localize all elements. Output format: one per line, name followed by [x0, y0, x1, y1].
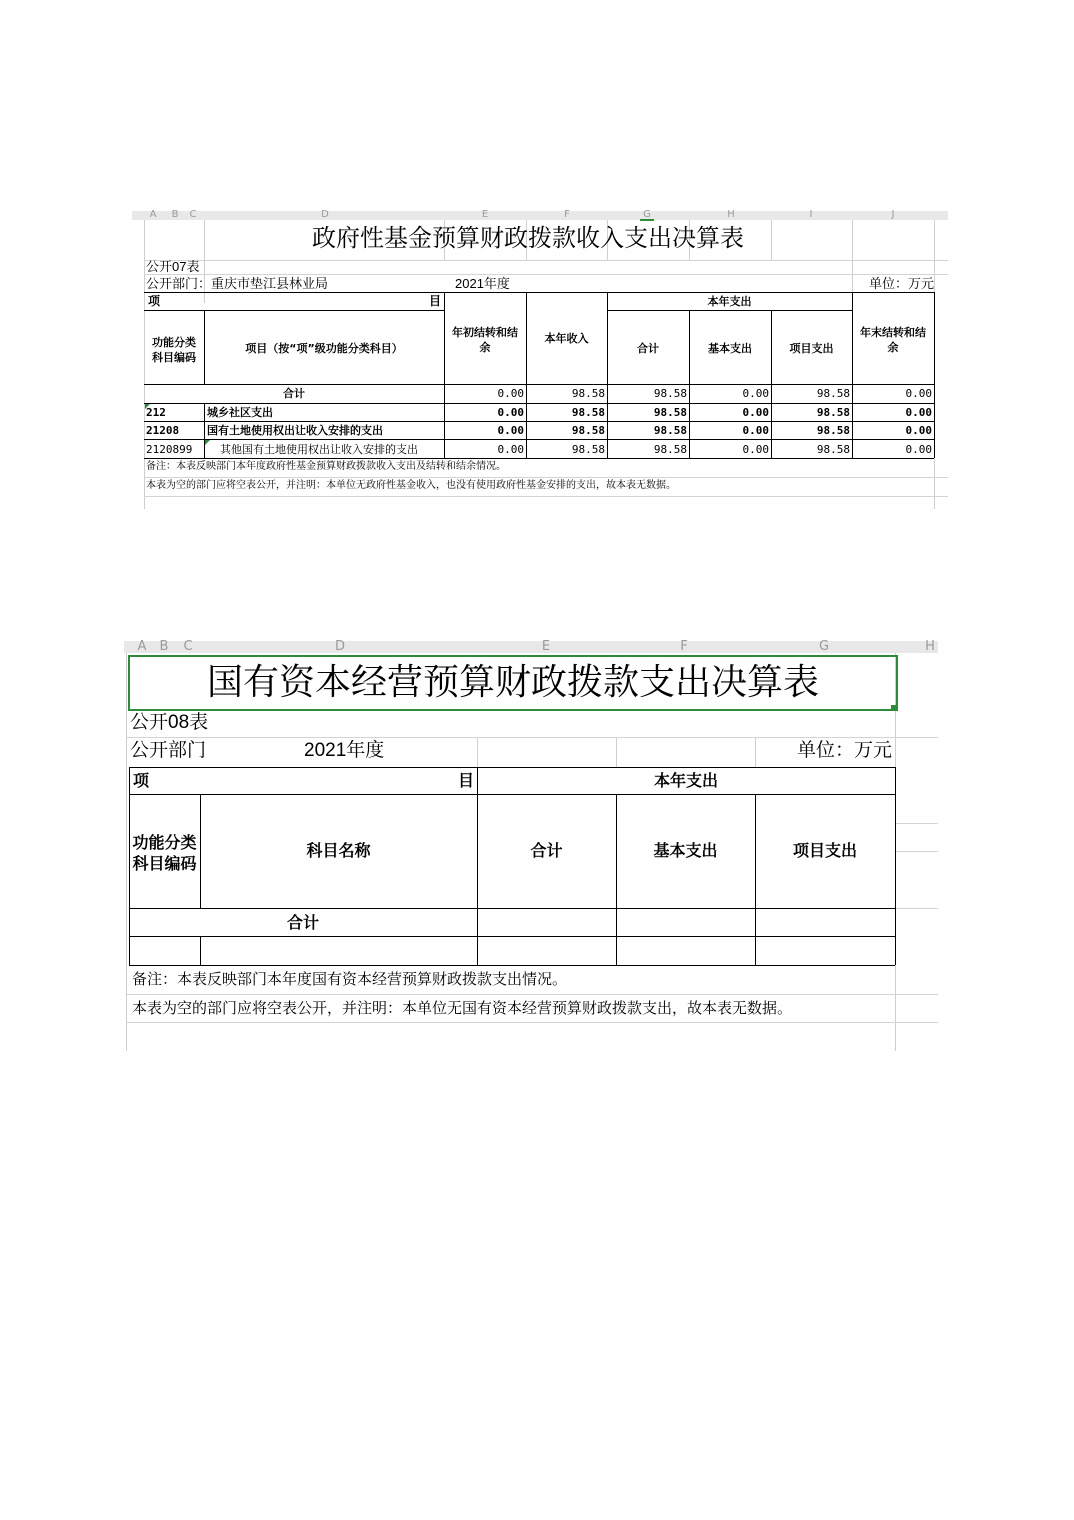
header-mu: 目 — [429, 294, 442, 308]
col-letter[interactable]: E — [541, 639, 551, 654]
header-function-code-line2: 科目编码 — [132, 854, 197, 873]
total-cell[interactable]: 98.58 — [571, 387, 605, 400]
table-border — [129, 965, 895, 966]
table-border — [204, 403, 205, 458]
row-value[interactable]: 0.00 — [497, 406, 524, 419]
col-letter[interactable]: A — [149, 209, 157, 220]
table-border — [144, 403, 934, 404]
header-function-code — [129, 832, 200, 874]
col-letter[interactable]: D — [334, 639, 345, 654]
gridline — [144, 260, 948, 261]
header-expense: 本年支出 — [653, 771, 718, 790]
table-border — [129, 936, 895, 937]
total-cell[interactable]: 98.58 — [653, 387, 687, 400]
row-value[interactable]: 0.00 — [497, 443, 524, 456]
row-value[interactable]: 98.58 — [816, 424, 850, 437]
column-header-bar — [124, 641, 938, 653]
header-expense: 本年支出 — [707, 295, 752, 308]
header-ending-balance-line1: 年末结转和结 — [860, 326, 926, 339]
header-function-code-line2: 科目编码 — [152, 351, 196, 364]
table-border — [129, 767, 895, 768]
table-border — [144, 458, 934, 459]
header-subject-name: 科目名称 — [306, 841, 371, 860]
table-border — [144, 384, 934, 385]
row-value[interactable]: 98.58 — [653, 443, 687, 456]
col-letter[interactable]: F — [564, 209, 570, 220]
col-letter[interactable]: C — [183, 639, 193, 654]
row-value[interactable]: 0.00 — [742, 424, 769, 437]
col-letter[interactable]: B — [171, 209, 179, 220]
header-project: 项目支出 — [792, 841, 857, 860]
col-letter[interactable]: J — [891, 209, 895, 220]
gridline — [144, 477, 948, 478]
row-value[interactable]: 98.58 — [571, 424, 605, 437]
col-letter[interactable]: I — [809, 209, 813, 220]
table-border — [934, 292, 935, 458]
gridline — [126, 737, 938, 738]
header-xiang: 项 — [133, 771, 150, 790]
gridline — [755, 737, 756, 767]
header-beginning-balance — [444, 325, 526, 355]
header-basic: 基本支出 — [708, 342, 752, 355]
header-total: 合计 — [530, 841, 563, 860]
header-beginning-balance-line1: 年初结转和结 — [452, 326, 518, 339]
row-code[interactable]: 212 — [146, 406, 166, 419]
table-border — [607, 310, 852, 311]
col-letter[interactable]: H — [727, 209, 735, 220]
row-value[interactable]: 0.00 — [497, 424, 524, 437]
table-number: 公开08表 — [130, 712, 209, 733]
unit-label: 单位：万元 — [868, 276, 934, 291]
note-empty-table: 本表为空的部门应将空表公开，并注明：本单位无政府性基金收入，也没有使用政府性基金安排的支出，故本表无数据。 — [146, 480, 676, 491]
row-value[interactable]: 0.00 — [742, 443, 769, 456]
gridline — [144, 496, 948, 497]
table-border — [144, 421, 934, 422]
sheet-title: 国有资本经营预算财政拨款支出决算表 — [206, 662, 819, 703]
row-value[interactable]: 98.58 — [571, 406, 605, 419]
col-letter[interactable]: B — [159, 639, 169, 654]
spreadsheet-1 — [132, 211, 948, 509]
total-cell[interactable]: 0.00 — [742, 387, 769, 400]
row-value[interactable]: 98.58 — [653, 424, 687, 437]
table-border — [477, 767, 478, 965]
header-function-code — [144, 335, 204, 365]
total-row-label: 合计 — [283, 387, 305, 400]
col-letter[interactable]: A — [137, 639, 147, 654]
row-code[interactable]: 2120899 — [146, 443, 193, 456]
cell-marker-icon — [205, 440, 210, 445]
table-border — [895, 767, 896, 965]
gridline — [126, 994, 938, 995]
total-row-label: 合计 — [286, 913, 319, 932]
gridline — [895, 851, 938, 852]
col-letter[interactable]: C — [189, 209, 197, 220]
row-value[interactable]: 98.58 — [571, 443, 605, 456]
total-cell[interactable]: 0.00 — [905, 387, 932, 400]
col-letter[interactable]: H — [925, 639, 935, 654]
table-border — [129, 794, 895, 795]
column-header-bar — [132, 211, 948, 220]
unit-label: 单位：万元 — [796, 740, 892, 761]
row-name[interactable]: 城乡社区支出 — [207, 406, 273, 419]
fill-handle[interactable] — [891, 705, 897, 711]
gridline — [895, 908, 938, 909]
gridline — [126, 1022, 938, 1023]
row-name[interactable]: 其他国有土地使用权出让收入安排的支出 — [220, 443, 418, 456]
col-letter[interactable]: G — [640, 211, 654, 221]
gridline — [126, 653, 127, 1051]
col-letter[interactable]: E — [481, 209, 489, 220]
row-value[interactable]: 0.00 — [742, 406, 769, 419]
row-value[interactable]: 0.00 — [905, 424, 932, 437]
header-beginning-balance-line2: 余 — [479, 341, 491, 354]
col-letter[interactable]: G — [818, 639, 830, 654]
department-label: 公开部门 — [130, 740, 207, 761]
header-project: 项目支出 — [789, 342, 834, 355]
header-function-code-line1: 功能分类 — [132, 833, 197, 852]
department-label: 公开部门：重庆市垫江县林业局 — [146, 276, 329, 291]
fiscal-year: 2021年度 — [304, 740, 385, 761]
spreadsheet-2 — [124, 641, 938, 1051]
total-cell[interactable]: 0.00 — [497, 387, 524, 400]
col-letter[interactable]: F — [680, 639, 688, 654]
header-ending-balance — [852, 325, 934, 355]
note-empty-table: 本表为空的部门应将空表公开，并注明：本单位无国有资本经营预算财政拨款支出，故本表无数据。 — [132, 1000, 793, 1017]
gridline — [144, 274, 948, 275]
table-border — [616, 794, 617, 965]
row-value[interactable]: 0.00 — [905, 443, 932, 456]
col-letter[interactable]: D — [321, 209, 329, 220]
row-name[interactable]: 国有土地使用权出让收入安排的支出 — [207, 424, 383, 437]
header-income: 本年收入 — [544, 332, 589, 345]
row-code[interactable]: 21208 — [146, 424, 180, 437]
note-remark: 备注：本表反映部门本年度政府性基金预算财政拨款收入支出及结转和结余情况。 — [146, 461, 506, 472]
header-mu: 目 — [458, 771, 475, 790]
table-border — [200, 936, 201, 965]
gridline — [477, 737, 478, 767]
row-value[interactable]: 98.58 — [653, 406, 687, 419]
gridline — [616, 737, 617, 767]
table-number: 公开07表 — [146, 259, 200, 274]
header-function-code-line1: 功能分类 — [152, 336, 196, 349]
sheet-title: 政府性基金预算财政拨款收入支出决算表 — [312, 224, 744, 252]
table-border — [144, 292, 934, 293]
header-ending-balance-line2: 余 — [887, 341, 899, 354]
row-value[interactable]: 98.58 — [816, 443, 850, 456]
header-total: 合计 — [637, 342, 659, 355]
header-item-name: 项目（按“项”级功能分类科目） — [245, 342, 403, 355]
row-value[interactable]: 0.00 — [905, 406, 932, 419]
header-xiang: 项 — [148, 294, 161, 308]
header-basic: 基本支出 — [653, 841, 718, 860]
total-cell[interactable]: 98.58 — [816, 387, 850, 400]
table-border — [144, 310, 444, 311]
table-border — [755, 794, 756, 965]
note-remark: 备注：本表反映部门本年度国有资本经营预算财政拨款支出情况。 — [132, 971, 568, 988]
row-value[interactable]: 98.58 — [816, 406, 850, 419]
table-border — [129, 908, 895, 909]
gridline — [895, 823, 938, 824]
table-border — [144, 439, 934, 440]
fiscal-year: 2021年度 — [455, 276, 510, 291]
